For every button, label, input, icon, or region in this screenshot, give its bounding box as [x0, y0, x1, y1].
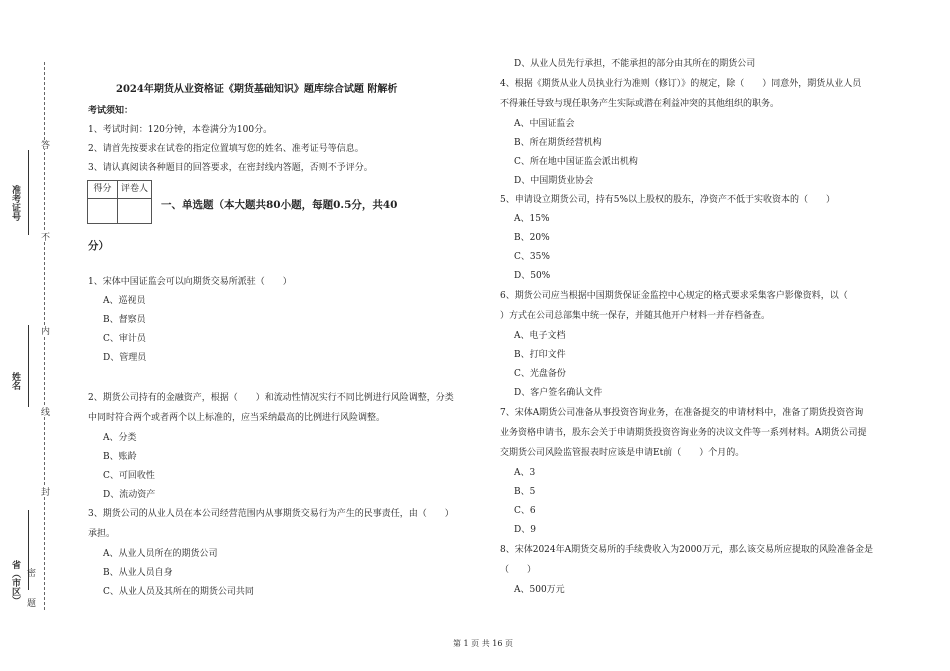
question-option: C、所在地中国证监会派出机构	[514, 157, 638, 167]
question-option: A、电子文档	[514, 331, 566, 341]
section-title: 一、单选题（本大题共80小题，每题0.5分，共40	[161, 199, 398, 211]
question-option: D、9	[514, 525, 536, 535]
question-option: C、光盘备份	[514, 369, 566, 379]
question-option: C、审计员	[103, 334, 146, 344]
question-option: A、500万元	[514, 585, 565, 595]
question-option: D、从业人员先行承担，不能承担的部分由其所在的期货公司	[514, 59, 756, 69]
score-box	[87, 180, 152, 224]
question-stem: 7、宋体A期货公司准备从事投资咨询业务，在准备提交的申请材料中，准备了期货投资咨询	[500, 408, 864, 418]
question-stem-cont: 承担。	[88, 529, 116, 539]
question-stem-cont: 不得兼任导致与现任职务产生实际或潜在利益冲突的其他组织的职务。	[500, 99, 780, 109]
question-option: A、15%	[514, 214, 550, 224]
question-stem-cont: 业务资格申请书，股东会关于申请期货投资咨询业务的决议文件等一系列材料。A期货公司提	[500, 428, 867, 438]
question-option: B、5	[514, 487, 536, 497]
field-region-line	[28, 510, 29, 590]
binding-char-bu: 不	[39, 232, 49, 241]
binding-char-mi: 密	[25, 568, 35, 577]
field-exam-number-line	[28, 150, 29, 235]
notice-item: 1、考试时间：120分钟，本卷满分为100分。	[88, 125, 273, 135]
field-exam-number-label: 准考证号	[10, 185, 20, 221]
question-stem: 1、宋体中国证监会可以向期货交易所派驻（ ）	[88, 277, 292, 287]
question-option: C、35%	[514, 252, 550, 262]
question-option: B、从业人员自身	[103, 568, 173, 578]
notice-heading: 考试须知：	[88, 106, 134, 116]
question-option: D、客户签名确认文件	[514, 388, 603, 398]
binding-char-ti: 题	[25, 598, 35, 607]
grader-label: 评卷人	[120, 184, 148, 194]
question-stem-cont: （ ）	[500, 565, 537, 575]
binding-char-feng: 封	[39, 487, 49, 496]
question-option: A、分类	[103, 433, 137, 443]
question-option: A、中国证监会	[514, 119, 575, 129]
question-option: B、打印文件	[514, 350, 566, 360]
doc-title: 2024年期货从业资格证《期货基础知识》题库综合试题 附解析	[116, 84, 398, 95]
question-stem-cont: 交期货公司风险监管报表时应该是申请Et前（ ）个月的。	[500, 448, 745, 458]
notice-item: 3、请认真阅读各种题目的回答要求，在密封线内答题，否则不予评分。	[88, 163, 373, 173]
question-stem: 4、根据《期货从业人员执业行为准则（修订）》的规定，除（ ）同意外，期货从业人员	[500, 79, 862, 89]
notice-item: 2、请首先按要求在试卷的指定位置填写您的姓名、准考证号等信息。	[88, 144, 364, 154]
question-stem: 5、申请设立期货公司，持有5%以上股权的股东，净资产不低于实收资本的（ ）	[500, 195, 836, 205]
question-option: B、督察员	[103, 315, 146, 325]
question-option: C、从业人员及其所在的期货公司共同	[103, 587, 254, 597]
field-region-label: 省（市区）	[10, 560, 20, 605]
binding-char-da: 答	[39, 140, 49, 149]
question-option: B、所在期货经营机构	[514, 138, 602, 148]
field-name-label: 姓名	[10, 372, 20, 390]
field-name-line	[28, 325, 29, 407]
question-option: A、巡视员	[103, 296, 146, 306]
binding-char-nei: 内	[39, 326, 49, 335]
question-option: C、6	[514, 506, 536, 516]
score-label: 得分	[88, 181, 118, 198]
question-stem-cont: ）方式在公司总部集中统一保存，并随其他开户材料一并存档备查。	[500, 311, 771, 321]
question-option: D、管理员	[103, 353, 147, 363]
question-stem: 2、期货公司持有的金融资产，根据（ ）和流动性情况实行不同比例进行风险调整，分类	[88, 393, 454, 403]
section-title-cont: 分）	[88, 240, 109, 252]
question-option: A、3	[514, 468, 536, 478]
question-option: C、可回收性	[103, 471, 155, 481]
question-option: D、50%	[514, 271, 551, 281]
question-stem-cont: 中同时符合两个或者两个以上标准的，应当采纳最高的比例进行风险调整。	[88, 413, 386, 423]
question-option: B、20%	[514, 233, 550, 243]
question-option: D、流动资产	[103, 490, 156, 500]
question-stem: 8、宋体2024年A期货交易所的手续费收入为2000万元，那么该交易所应提取的风险准备金是	[500, 545, 874, 555]
question-stem: 6、期货公司应当根据中国期货保证金监控中心规定的格式要求采集客户影像资料，以（	[500, 291, 848, 301]
question-option: A、从业人员所在的期货公司	[103, 549, 218, 559]
question-option: D、中国期货业协会	[514, 176, 594, 186]
question-option: B、账龄	[103, 452, 137, 462]
binding-char-xian: 线	[39, 407, 49, 416]
question-stem: 3、期货公司的从业人员在本公司经营范围内从事期货交易行为产生的民事责任，由（ ）	[88, 509, 454, 519]
page-footer: 第 1 页 共 16 页	[453, 639, 513, 648]
